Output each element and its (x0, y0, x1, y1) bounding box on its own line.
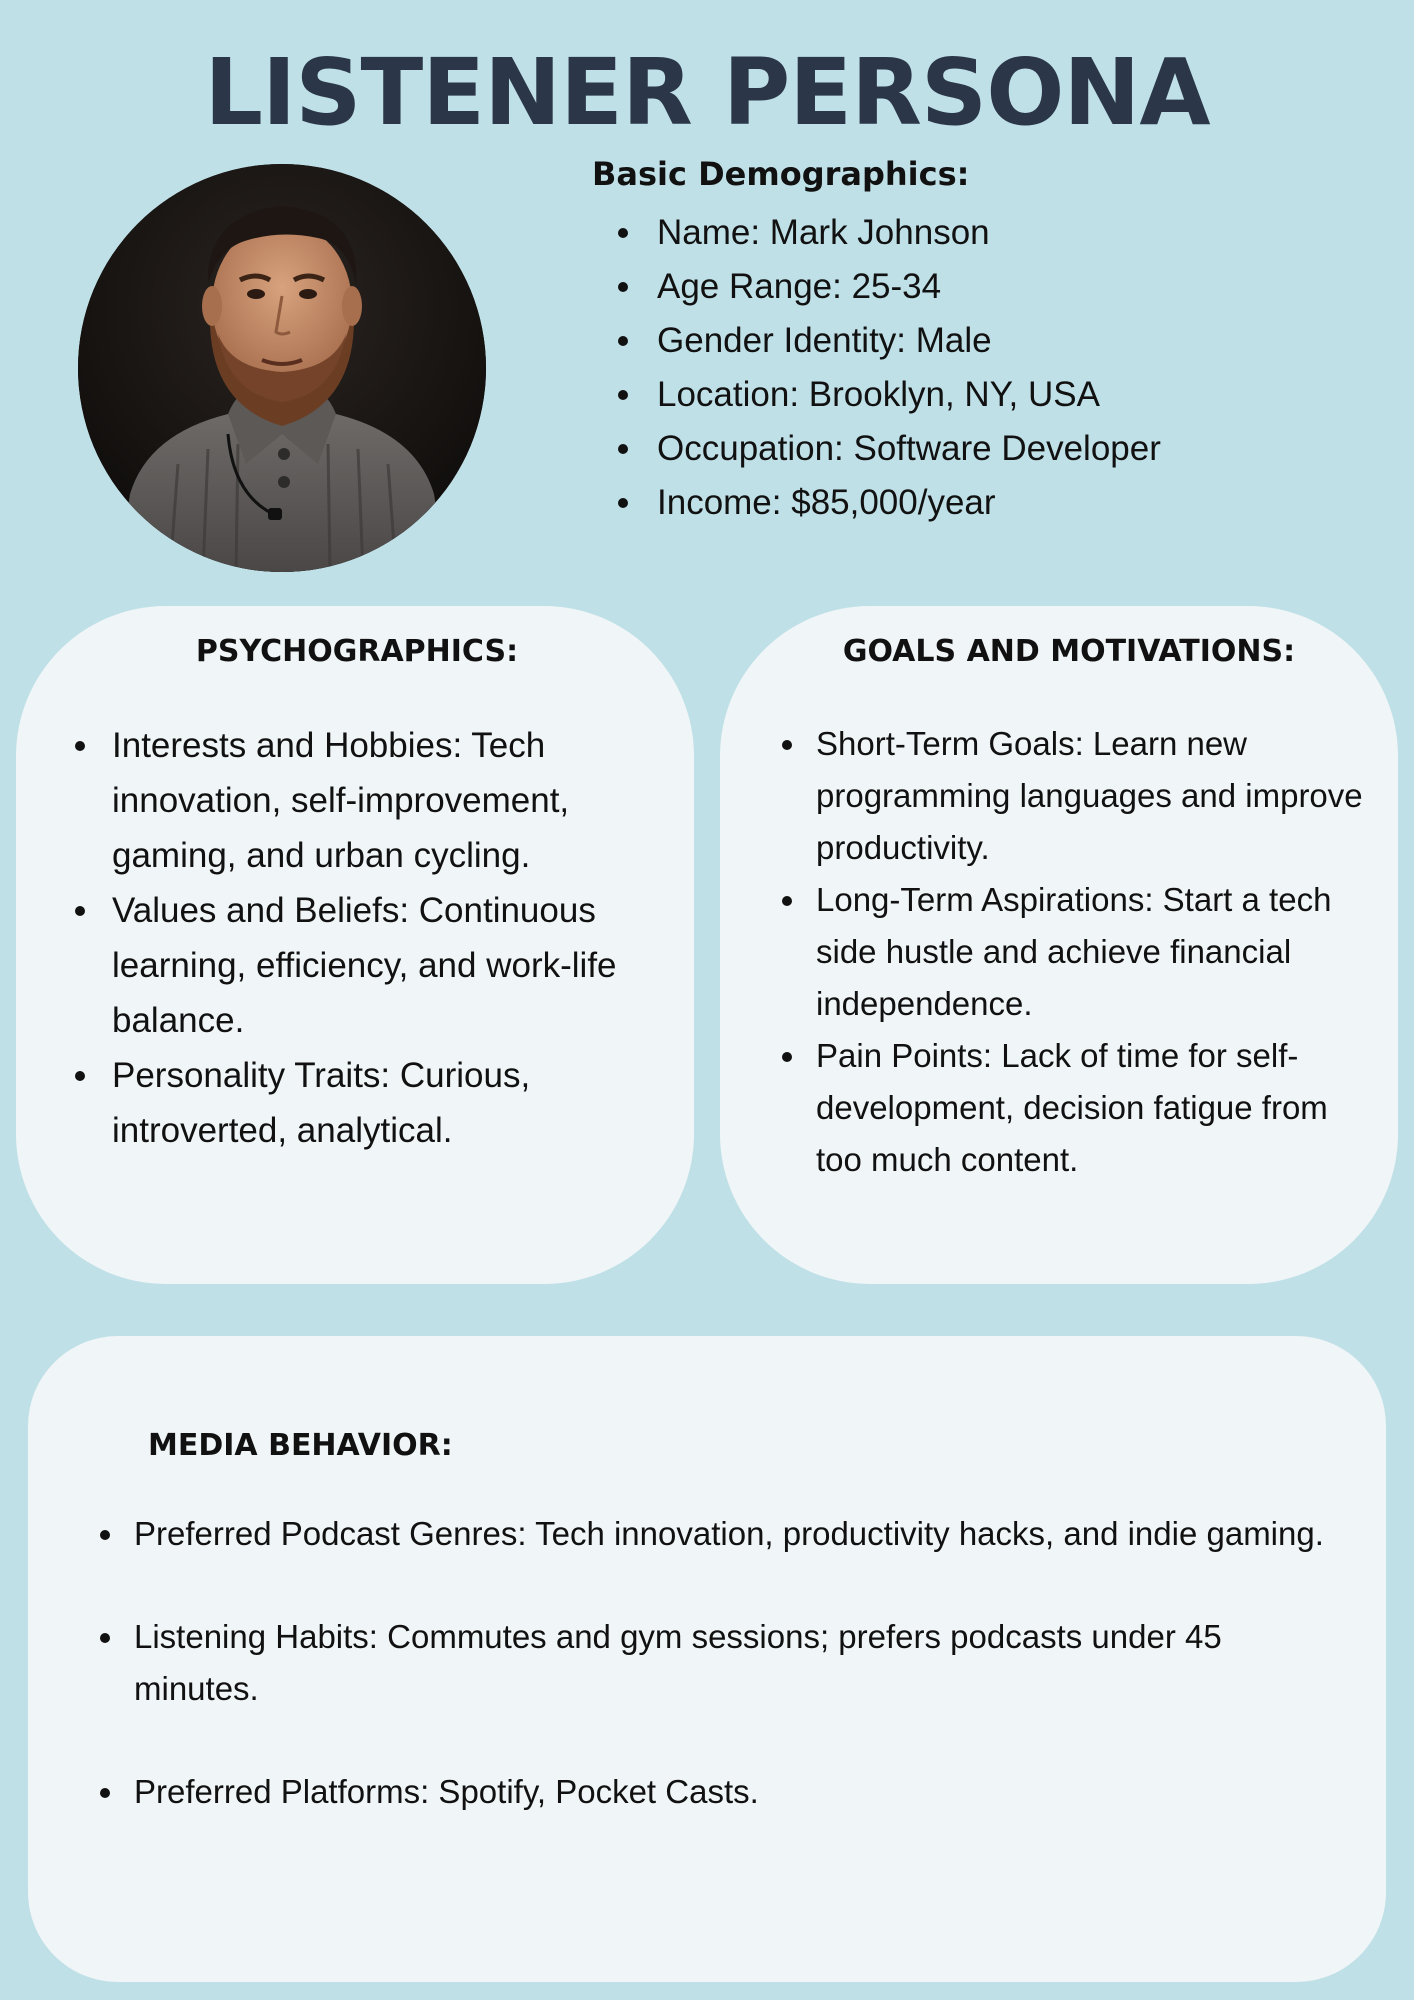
media-list (74, 1508, 1326, 1818)
psychographics-list (60, 718, 654, 1158)
page-title: LISTENER PERSONA (204, 39, 1210, 146)
list-item: Values and Beliefs: Continuous learning, efficiency, and work-life balance. (60, 883, 654, 1048)
media-behavior-card (28, 1336, 1386, 1982)
list-item: Interests and Hobbies: Tech innovation, self-improvement, gaming, and urban cycling. (60, 718, 654, 883)
list-item: Pain Points: Lack of time for self-development, decision fatigue from too much content. (774, 1030, 1364, 1186)
person-portrait-icon (78, 164, 486, 572)
psychographics-card (16, 606, 694, 1284)
demographics-gender-identity: Gender Identity: Male (592, 314, 1352, 368)
goals-heading: GOALS AND MOTIVATIONS: (842, 634, 1296, 669)
demographics-age-range: Age Range: 25-34 (592, 260, 1352, 314)
persona-photo (78, 164, 486, 572)
list-item: Long-Term Aspirations: Start a tech side hustle and achieve financial independence. (774, 874, 1364, 1030)
list-item: Personality Traits: Curious, introverted, analytical. (60, 1048, 654, 1158)
demographics-list (592, 206, 1352, 530)
list-item: Preferred Podcast Genres: Tech innovation, productivity hacks, and indie gaming. (74, 1508, 1326, 1560)
list-item: Preferred Platforms: Spotify, Pocket Casts. (74, 1766, 1326, 1818)
demographics-heading: Basic Demographics: (592, 155, 970, 193)
goals-list (774, 718, 1364, 1186)
goals-card (720, 606, 1398, 1284)
psychographics-heading: PSYCHOGRAPHICS: (195, 634, 519, 669)
demographics-name: Name: Mark Johnson (592, 206, 1352, 260)
media-heading: MEDIA BEHAVIOR: (148, 1428, 453, 1463)
demographics-location: Location: Brooklyn, NY, USA (592, 368, 1352, 422)
list-item: Short-Term Goals: Learn new programming languages and improve productivity. (774, 718, 1364, 874)
list-item: Listening Habits: Commutes and gym sessions; prefers podcasts under 45 minutes. (74, 1611, 1326, 1715)
basic-demographics (592, 150, 1352, 530)
demographics-income: Income: $85,000/year (592, 476, 1352, 530)
demographics-occupation: Occupation: Software Developer (592, 422, 1352, 476)
